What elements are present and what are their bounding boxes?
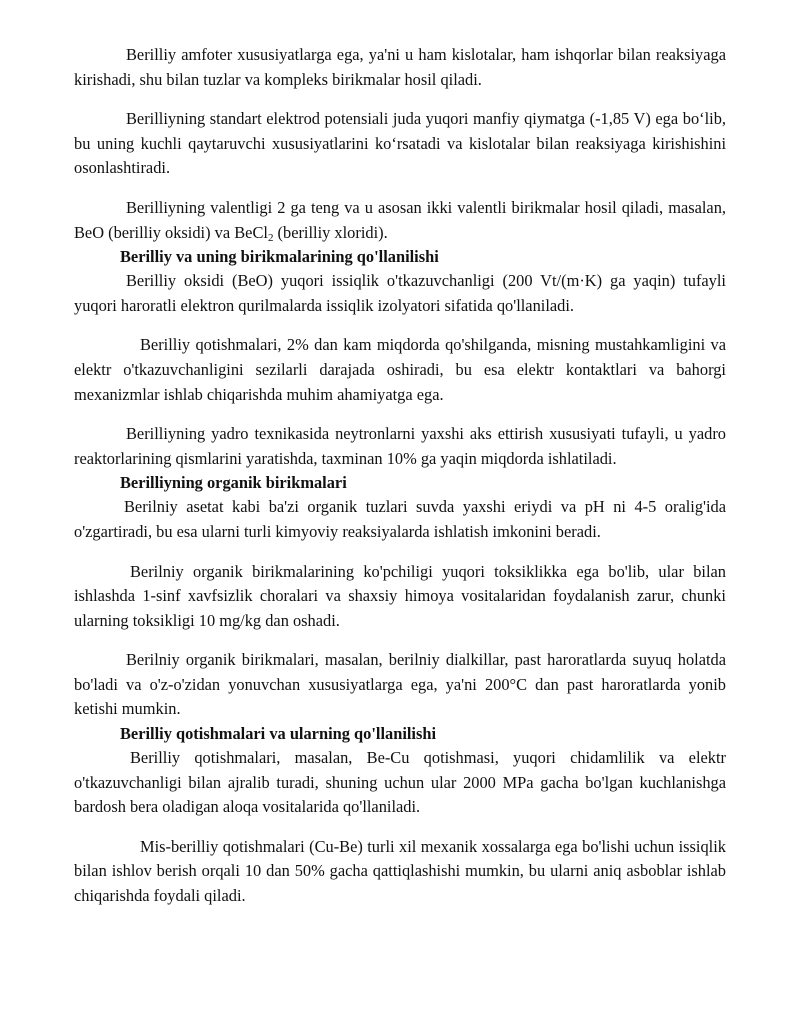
paragraph-organic-salts: Berilniy asetat kabi ba'zi organik tuzlari suvda yaxshi eriydi va pH ni 4-5 oralig'ida o'zgartiradi, bu esa ularni turli kimyoviy reaksiyalarda ishlatish imkonini beradi. (74, 497, 726, 541)
paragraph-amphoteric: Berilliy amfoter xususiyatlarga ega, ya'ni u ham kislotalar, ham ishqorlar bilan reaksiyaga kirishadi, shu bilan tuzlar va kompleks birikmalar hosil qiladi. (74, 45, 726, 89)
paragraph-valence (74, 196, 726, 245)
section-heading-alloys: Berilliy qotishmalari va ularning qo'llanilishi (120, 724, 437, 744)
paragraph-cu-be-hardening: Mis-berilliy qotishmalari (Cu-Be) turli xil mexanik xossalarga ega bo'lishi uchun issiqlik bilan ishlov berish orqali 10 dan 50% gacha qattiqlashishi mumkin, bu ularni aniq asboblar ishlab chiqarishda foydali qiladi. (74, 836, 726, 906)
paragraph-nuclear: Berilliyning yadro texnikasida neytronlarni yaxshi aks ettirish xususiyati tufayli, u yadro reaktorlarining qismlarini yaratishda, taxminan 10% ga yaqin miqdorda ishlatiladi. (74, 424, 726, 468)
paragraph-valence-text: Berilliyning valentligi 2 ga teng va u asosan ikki valentli birikmalar hosil qiladi, masalan, BeO (berilliy oksidi) va BeCl (74, 197, 726, 242)
paragraph-toxicity: Berilniy organik birikmalarining ko'pchiligi yuqori toksiklikka ega bo'lib, ular bilan ishlashda 1-sinf xavfsizlik choralari va shaxsiy himoya vositalaridan foydalanish zarur, chunki ularning toksikligi 10 mg/kg dan oshadi. (74, 561, 726, 630)
paragraph-beryllium-oxide: Berilliy oksidi (BeO) yuqori issiqlik o'tkazuvchanligi (200 Vt/(m·K) ga yaqin) tufayli yuqori haroratli elektron qurilmalarda issiqlik izolyatori sifatida qo'llaniladi. (74, 271, 726, 315)
section-heading-organic: Berilliyning organik birikmalari (120, 473, 347, 493)
paragraph-dialkyls: Berilniy organik birikmalari, masalan, berilniy dialkillar, past haroratlarda suyuq holatda bo'ladi va o'z-o'zidan yonuvchan xususiyatlarga ega, ya'ni 200°C dan past haroratlarda yonib ketishi mumkin. (74, 650, 726, 719)
subscript-two: 2 (267, 231, 274, 244)
paragraph-valence-tail: (berilliy xloridi). (273, 222, 388, 242)
paragraph-alloys-copper: Berilliy qotishmalari, 2% dan kam miqdorda qo'shilganda, misning mustahkamligini va elektr o'tkazuvchanligini sezilarli darajada oshiradi, bu esa elektr kontaktlari va bahorgi mexanizmlar ishlab chiqarishda muhim ahamiyatga ega. (74, 335, 726, 404)
paragraph-be-cu-alloy: Berilliy qotishmalari, masalan, Be-Cu qotishmasi, yuqori chidamlilik va elektr o'tkazuvchanligi bilan ajralib turadi, shuning uchun ular 2000 MPa gacha bo'lgan kuchlanishga bardosh bera oladigan aloqa vositalarida qo'llaniladi. (74, 748, 726, 817)
paragraph-electrode-potential: Berilliyning standart elektrod potensiali juda yuqori manfiy qiymatga (-1,85 V) ega bo‘lib, bu uning kuchli qaytaruvchi xususiyatlarini ko‘rsatadi va kislotalar bilan reaksiyaga kirishishini osonlashtiradi. (74, 109, 726, 178)
section-heading-applications: Berilliy va uning birikmalarining qo'llanilishi (120, 247, 439, 267)
